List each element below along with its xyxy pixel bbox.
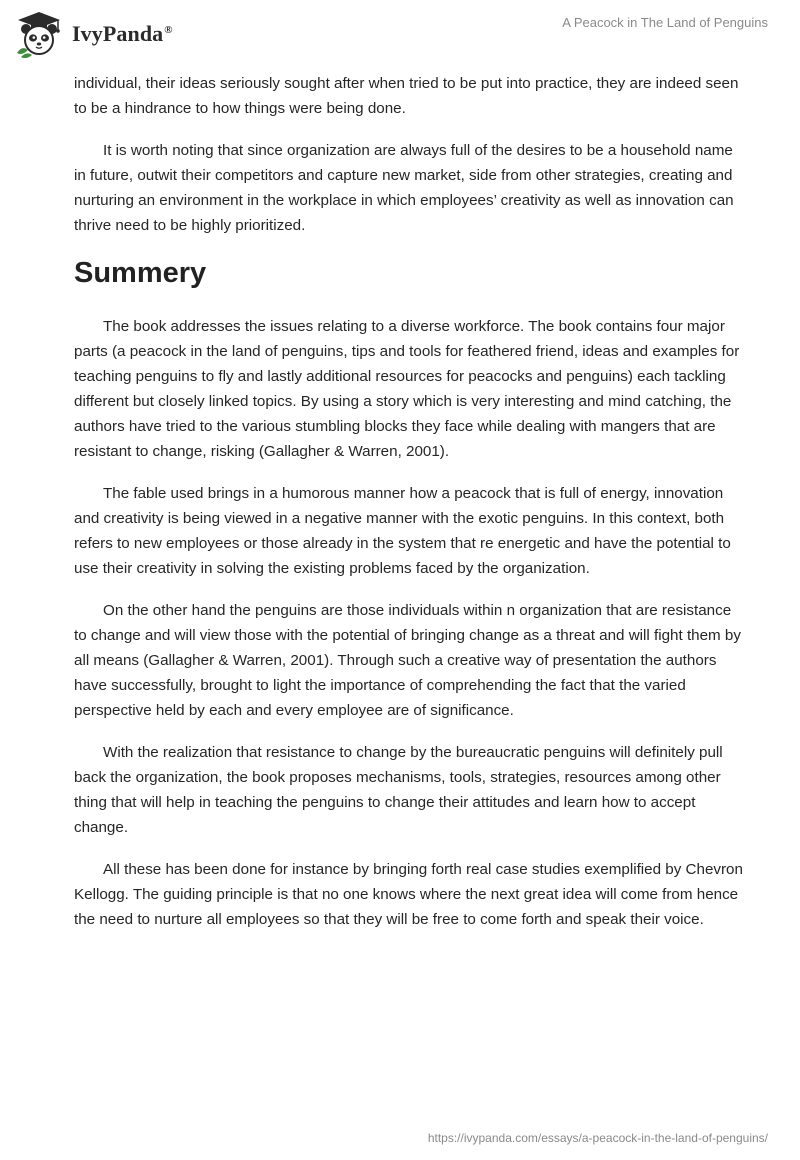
essay-content (74, 71, 744, 949)
paragraph: On the other hand the penguins are those individuals within n organization that are resistance to change and will view those with the potential of bringing change as a threat and will fight them by all means (Gallagher & Warren, 2001). Through such a creative way of presentation the authors have successfully, brought to light the importance of comprehending the fact that the varied perspective held by each and every employee are of significance. (74, 602, 741, 719)
section-heading: Summery (74, 257, 207, 289)
logo-name: IvyPanda (72, 21, 164, 46)
logo-wordmark (72, 21, 173, 47)
paragraph: individual, their ideas seriously sought after when tried to be put into practice, they are indeed seen to be a hindrance to how things were being done. (74, 75, 739, 117)
paragraph: The fable used brings in a humorous manner how a peacock that is full of energy, innovation and creativity is being viewed in a negative manner with the exotic penguins. In this context, both refers to new employees or those already in the system that re energetic and have the potential to use their creativity in solving the existing problems faced by the organization. (74, 485, 731, 577)
document-title: A Peacock in The Land of Penguins (562, 15, 768, 30)
ivypanda-logo[interactable] (14, 10, 173, 58)
paragraph: It is worth noting that since organization are always full of the desires to be a household name in future, outwit their competitors and capture new market, side from other strategies, creating and nurturing an environment in the workplace in which employees’ creativity as well as innovation can thrive need to be highly prioritized. (74, 142, 734, 234)
page-header (0, 0, 800, 66)
source-url[interactable]: https://ivypanda.com/essays/a-peacock-in-the-land-of-penguins/ (427, 1131, 768, 1145)
panda-logo-icon (14, 10, 64, 58)
registered-mark: ® (164, 23, 173, 36)
paragraph: With the realization that resistance to change by the bureaucratic penguins will definitely pull back the organization, the book proposes mechanisms, tools, strategies, resources among other thing that will help in teaching the penguins to change their attitudes and learn how to accept change. (74, 744, 723, 836)
paragraph: The book addresses the issues relating to a diverse workforce. The book contains four major parts (a peacock in the land of penguins, tips and tools for feathered friend, ideas and examples for teaching penguins to fly and lastly additional resources for peacocks and penguins) each tackling different but closely linked topics. By using a story which is very interesting and mind catching, the authors have tried to the various stumbling blocks they face while dealing with mangers that are resistant to change, risking (Gallagher & Warren, 2001). (74, 318, 740, 460)
paragraph: All these has been done for instance by bringing forth real case studies exemplified by Chevron Kellogg. The guiding principle is that no one knows where the next great idea will come from hence the need to nurture all employees so that they will be free to come forth and speak their voice. (74, 861, 743, 928)
